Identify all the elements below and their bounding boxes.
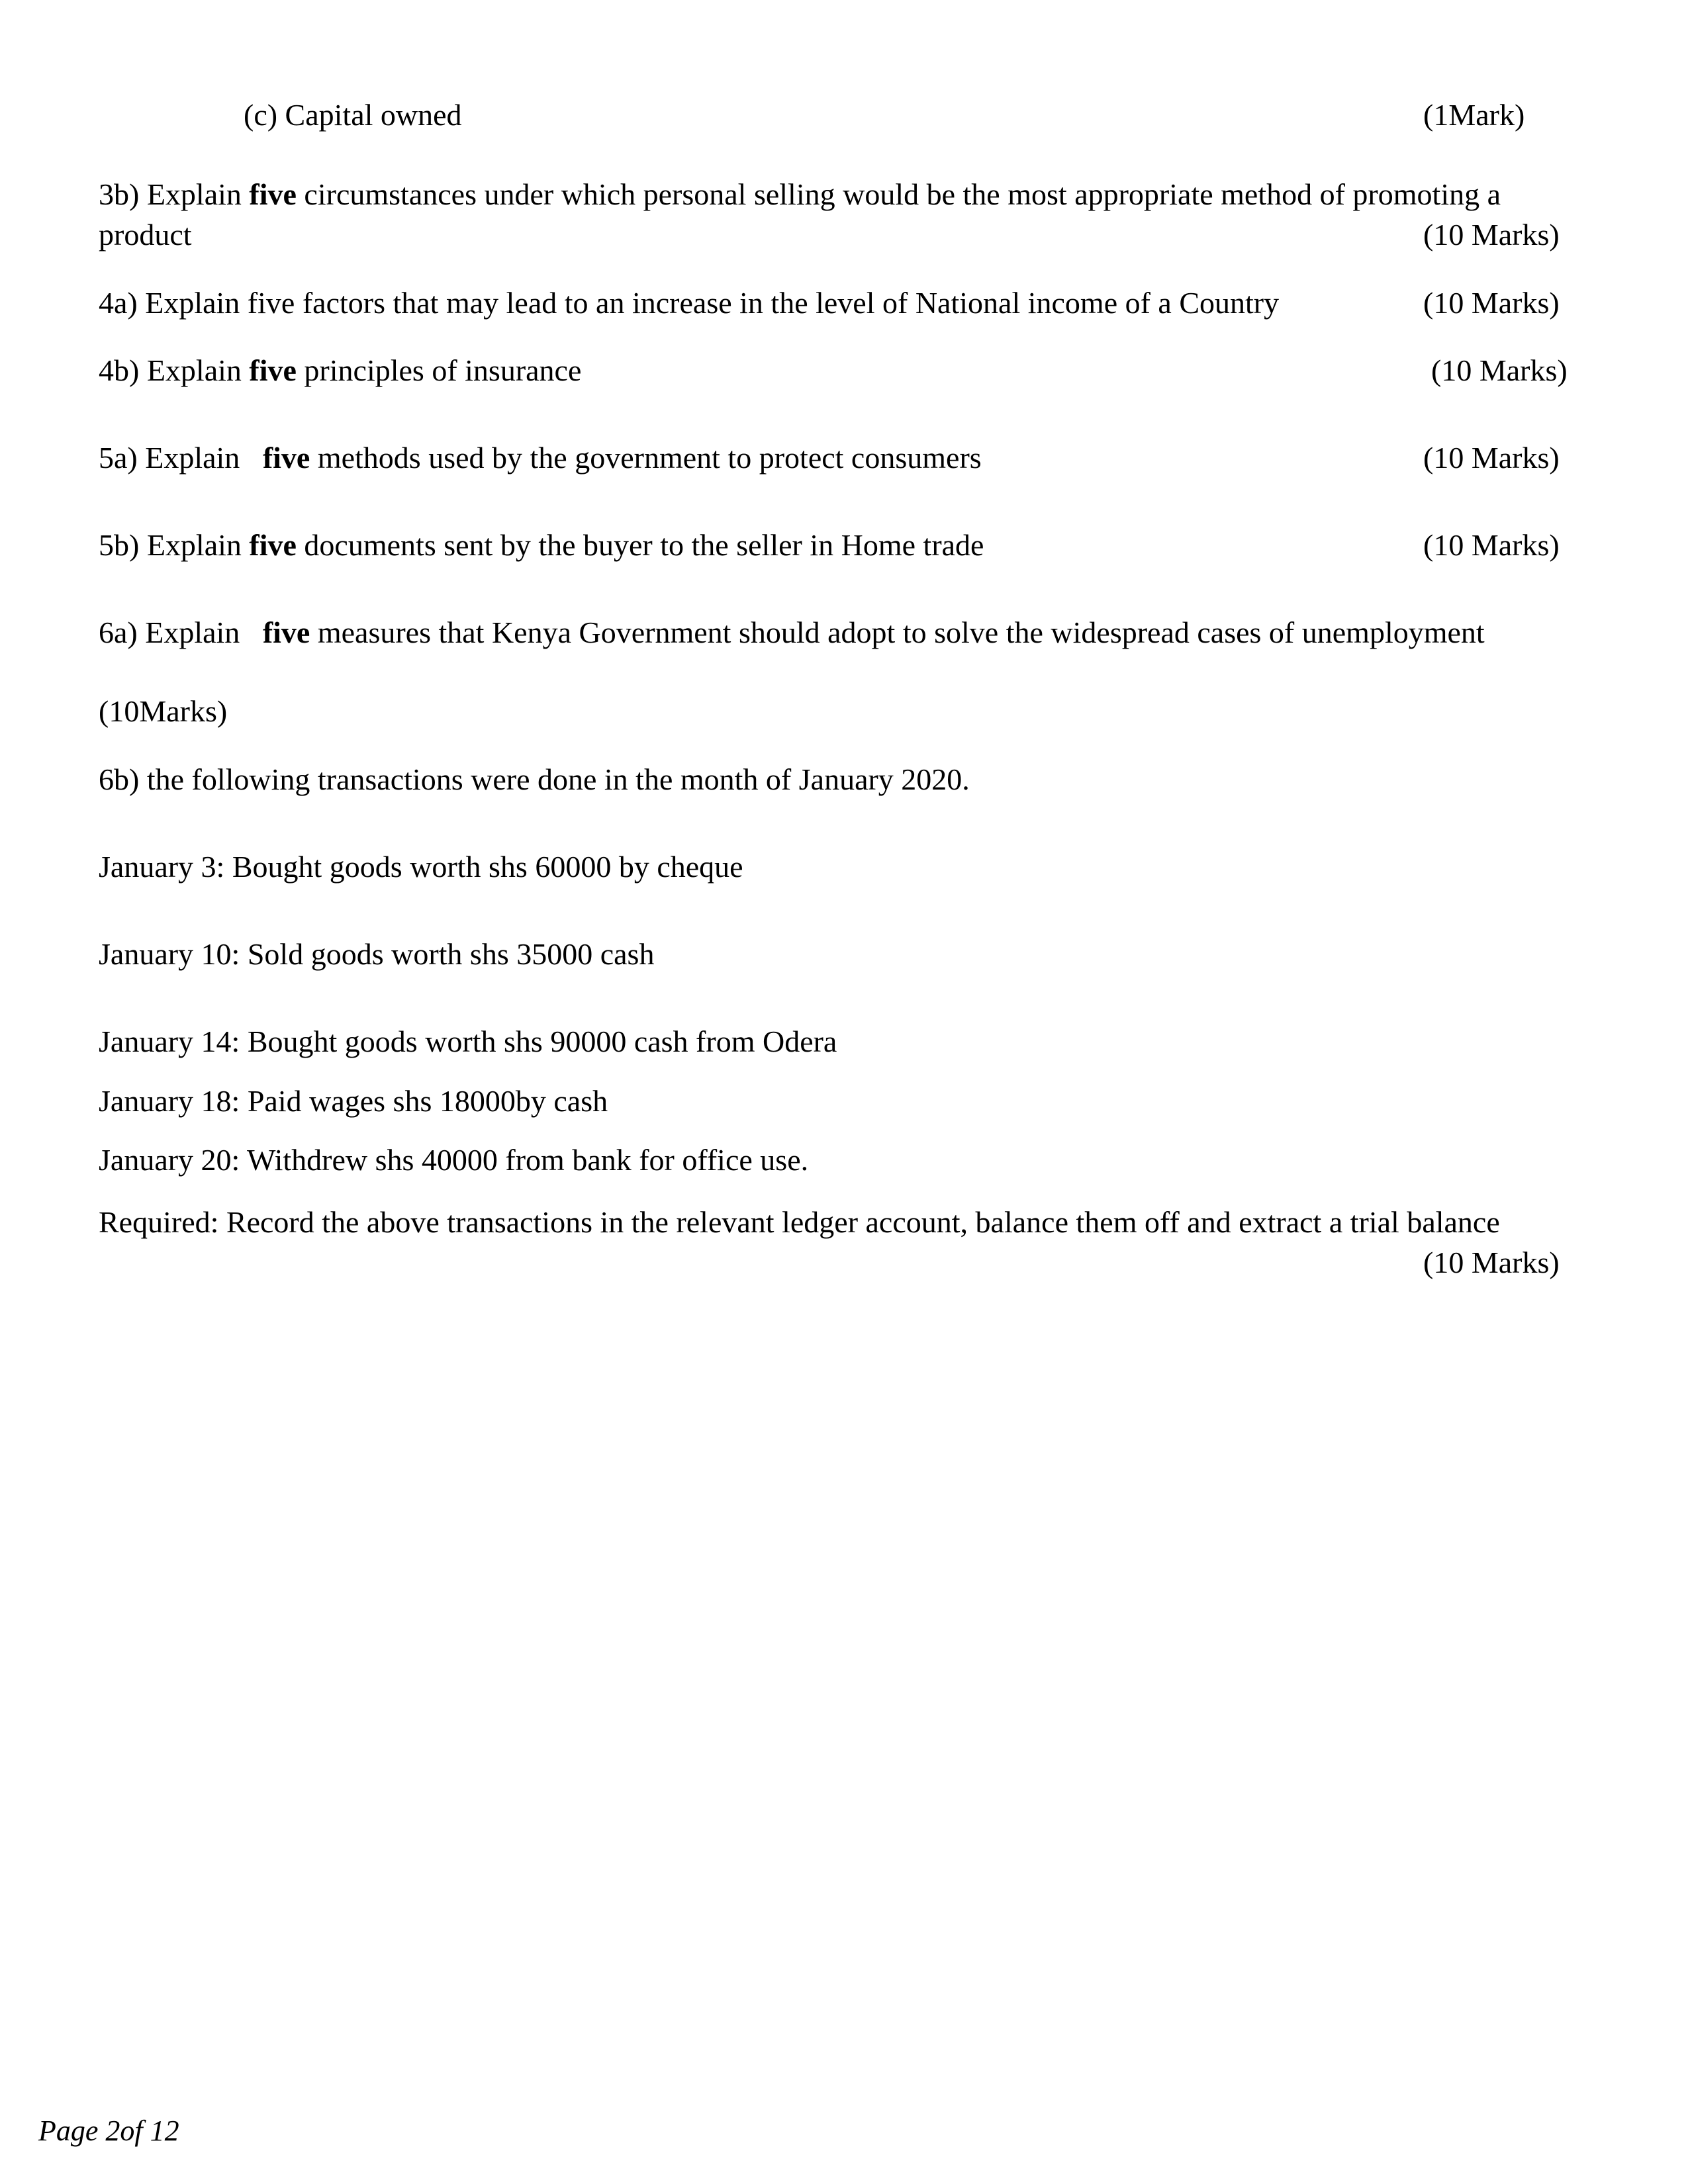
question-3b-marks: (10 Marks) — [1423, 218, 1560, 251]
question-5b — [99, 530, 984, 561]
question-5b-bold: five — [249, 528, 297, 562]
question-3b — [99, 179, 1501, 210]
question-6a-bold: five — [262, 615, 310, 649]
question-4b-post: principles of insurance — [296, 353, 582, 387]
question-5a-bold: five — [262, 441, 310, 475]
question-5b-post: documents sent by the buyer to the seller in Home trade — [296, 528, 984, 562]
question-6a-pre: 6a) Explain — [99, 615, 263, 649]
transaction-jan-3: January 3: Bought goods worth shs 60000 by cheque — [99, 850, 743, 884]
page-number-footer: Page 2of 12 — [38, 2115, 179, 2147]
question-4b-marks: (10 Marks) — [1431, 353, 1568, 387]
question-3b-pre: 3b) Explain — [99, 177, 250, 211]
transaction-jan-10: January 10: Sold goods worth shs 35000 cash — [99, 937, 655, 971]
question-4b — [99, 355, 581, 386]
question-4b-pre: 4b) Explain — [99, 353, 250, 387]
question-4a: 4a) Explain five factors that may lead to an increase in the level of National income of a Country — [99, 286, 1280, 320]
question-5a — [99, 443, 982, 473]
question-5b-pre: 5b) Explain — [99, 528, 250, 562]
question-3b-line2: product — [99, 218, 192, 251]
item-c-capital-owned: (c) Capital owned — [244, 98, 462, 132]
item-c-marks: (1Mark) — [1423, 98, 1525, 132]
question-6a-post: measures that Kenya Government should adopt to solve the widespread cases of unemployment — [310, 615, 1485, 649]
question-5a-post: methods used by the government to protect consumers — [310, 441, 982, 475]
question-3b-post: circumstances under which personal selling would be the most appropriate method of promoting a — [296, 177, 1501, 211]
question-6b-intro: 6b) the following transactions were done in the month of January 2020. — [99, 762, 970, 796]
question-6b-required: Required: Record the above transactions in the relevant ledger account, balance them off and extract a trial balance — [99, 1205, 1500, 1239]
question-6a-marks: (10Marks) — [99, 694, 228, 728]
transaction-jan-20: January 20: Withdrew shs 40000 from bank for office use. — [99, 1143, 809, 1177]
question-3b-bold: five — [249, 177, 297, 211]
question-5a-pre: 5a) Explain — [99, 441, 263, 475]
question-4b-bold: five — [249, 353, 297, 387]
question-6a — [99, 617, 1485, 648]
question-4a-marks: (10 Marks) — [1423, 286, 1560, 320]
transaction-jan-18: January 18: Paid wages shs 18000by cash — [99, 1084, 608, 1118]
transaction-jan-14: January 14: Bought goods worth shs 90000 cash from Odera — [99, 1024, 837, 1058]
question-6b-marks: (10 Marks) — [1423, 1246, 1560, 1279]
question-5a-marks: (10 Marks) — [1423, 441, 1560, 475]
question-5b-marks: (10 Marks) — [1423, 528, 1560, 562]
